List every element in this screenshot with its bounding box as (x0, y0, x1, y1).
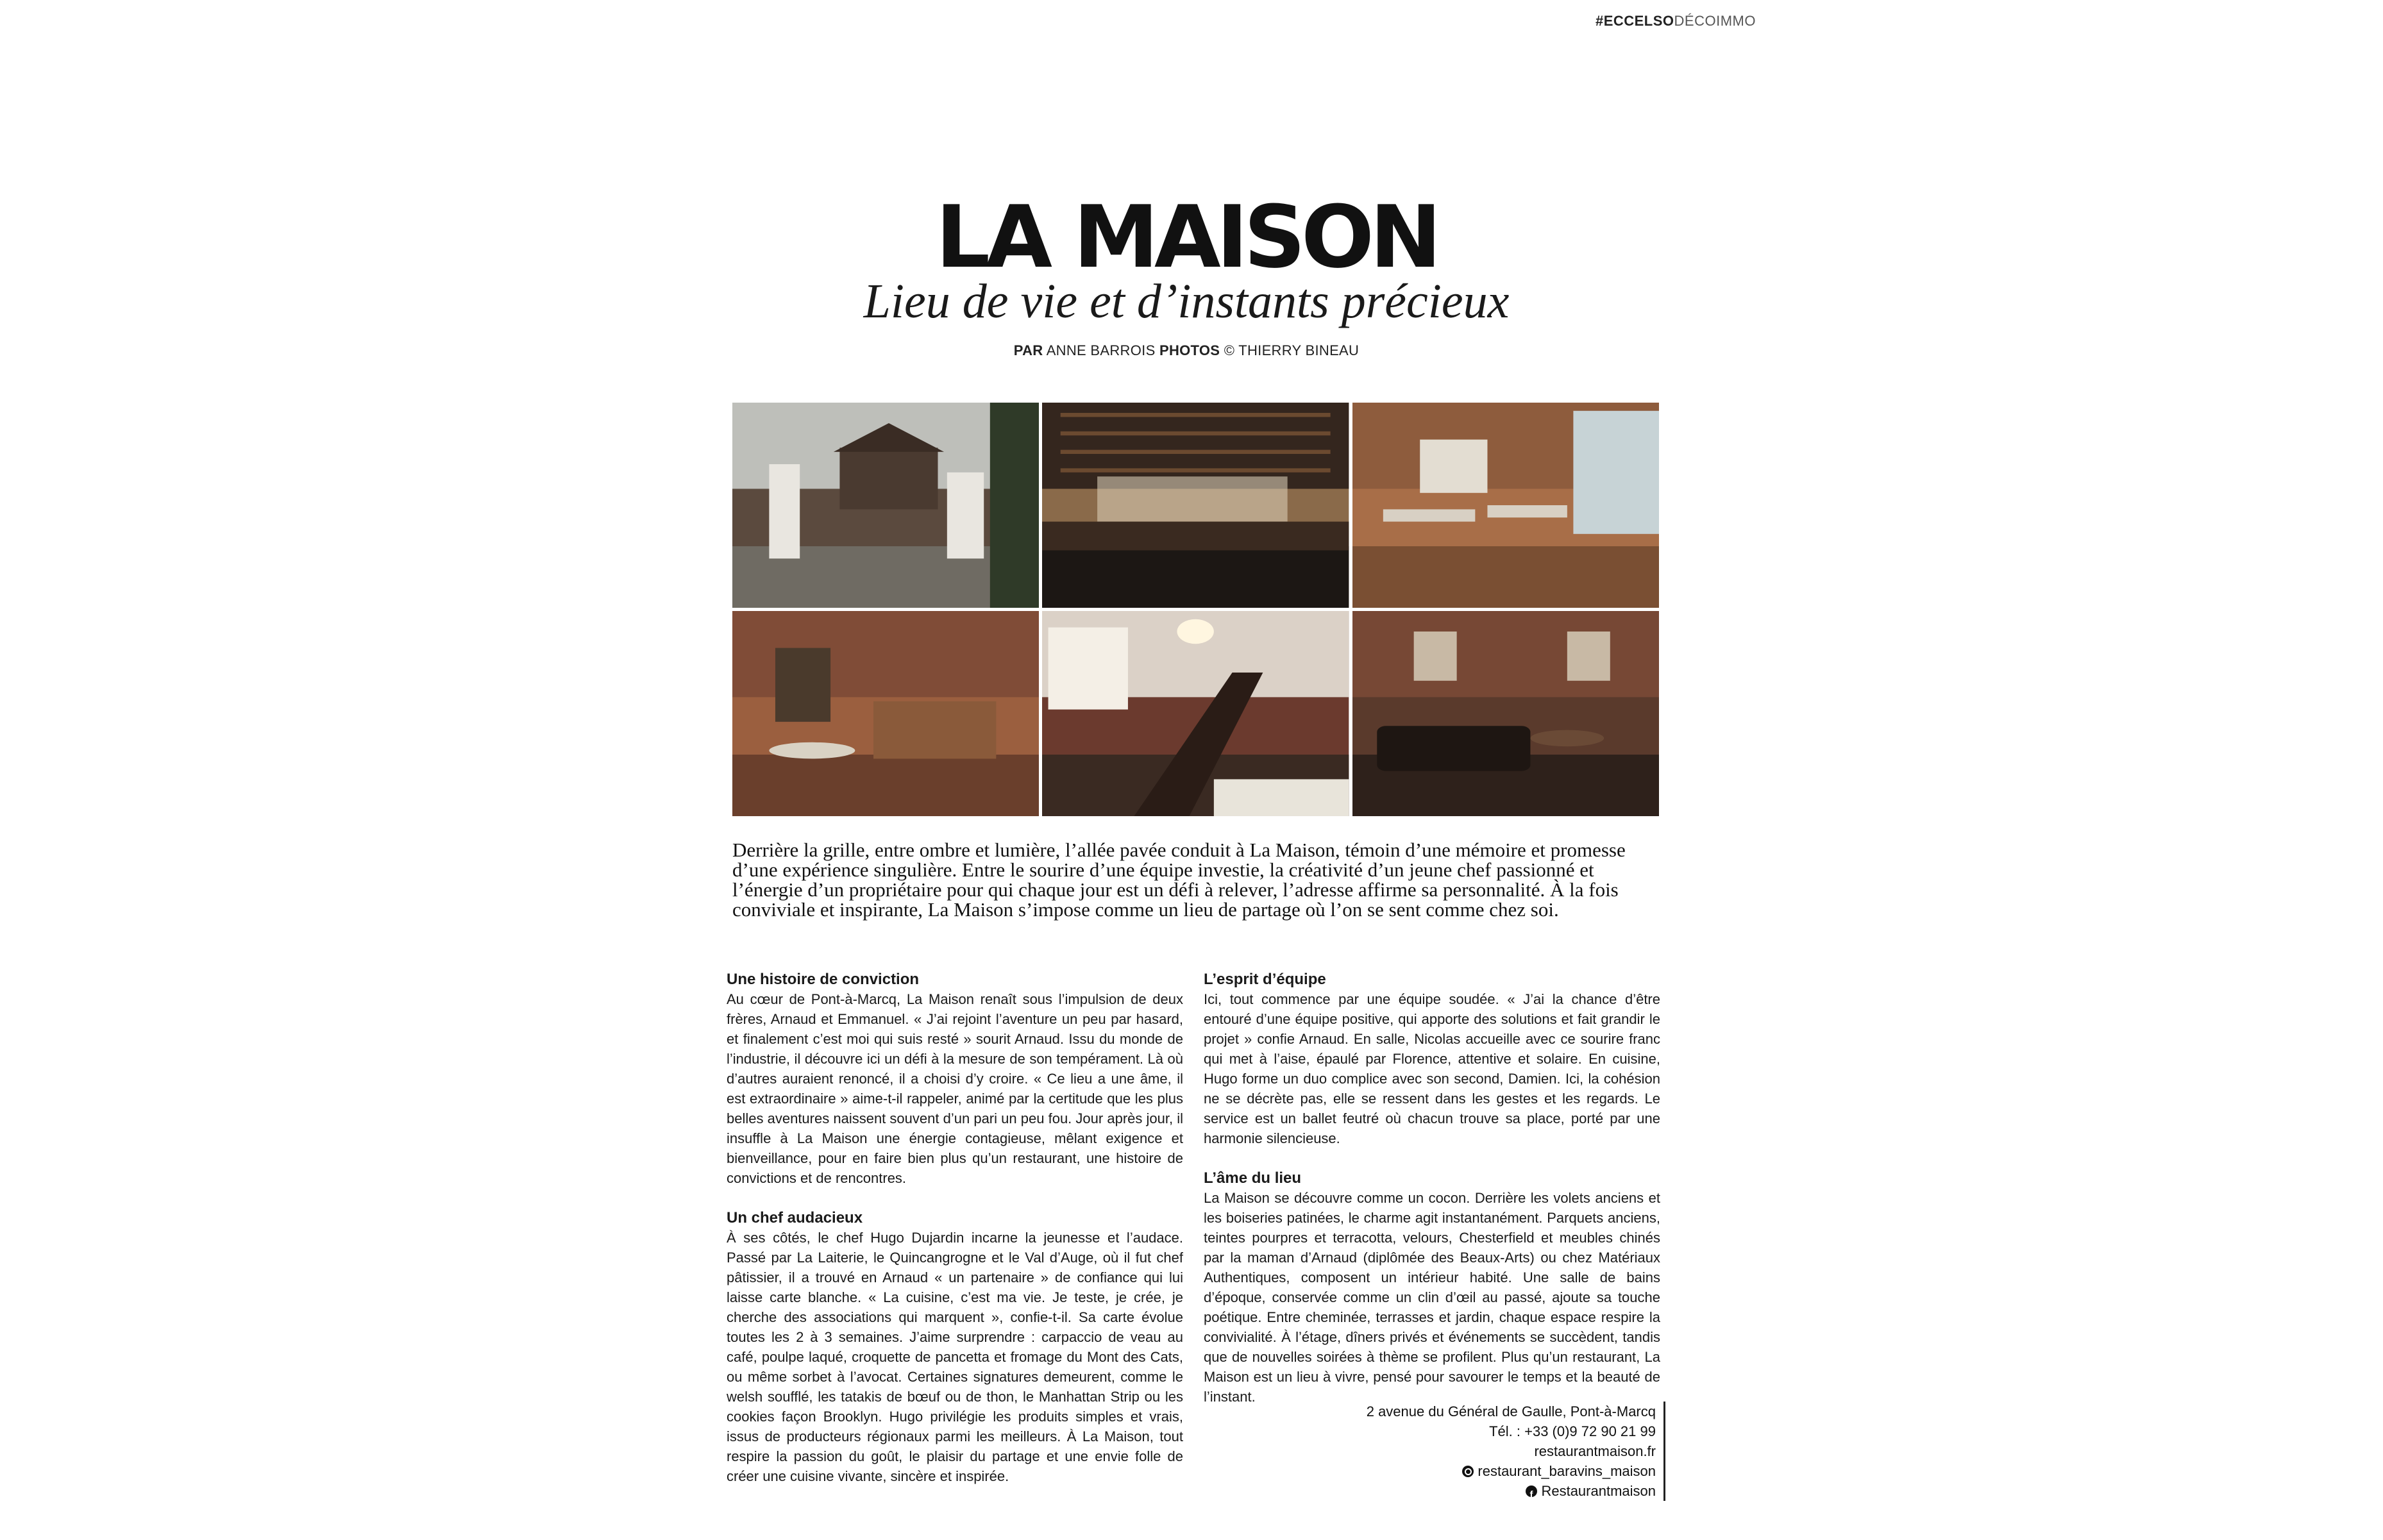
photo-lounge-chesterfield (1352, 611, 1659, 816)
contact-facebook-line[interactable] (1353, 1481, 1656, 1501)
contact-address: 2 avenue du Général de Gaulle, Pont-à-Marcq (1366, 1403, 1656, 1419)
contact-facebook: Restaurantmaison (1541, 1483, 1656, 1499)
section-body-chef: À ses côtés, le chef Hugo Dujardin incarne la jeunesse et l’audace. Passé par La Laiterie, le Quincangrogne et le Val d’Auge, où il fut chef pâtissier, il a trouvé en Arnaud « un partenaire » de confiance qui lui laisse carte blanche. « La cuisine, c’est ma vie. Je teste, je crée, je cherche des associations qui marquent », confie-t-il. Sa carte évolue toutes les 2 à 3 semaines. J’aime surprendre : carpaccio de veau au café, poulpe laqué, croquette de pancetta et fromage du Mont des Cats, ou même sorbet à l’avocat. Certaines signatures demeurent, comme le welsh soufflé, les tatakis de bœuf ou de thon, le Manhattan Strip ou les cookies façon Brooklyn. Hugo privilégie les produits simples et vrais, issus de producteurs régionaux parmi les meilleurs. À La Maison, tout respire la passion du goût, le plaisir du partage et une envie folle de créer une cuisine vivante, sincère et inspirée. (727, 1230, 1183, 1484)
byline (705, 342, 1667, 359)
photo-exterior-gate (732, 403, 1039, 608)
brand-bold: #ECCELSO (1595, 13, 1674, 29)
photo-bar-counter (732, 611, 1039, 816)
byline-photos-label: PHOTOS (1159, 342, 1220, 358)
photo-bar-team (1042, 403, 1349, 608)
article-lede: Derrière la grille, entre ombre et lumière, l’allée pavée conduit à La Maison, témoin d’une mémoire et promesse d’une expérience singulière. Entre le sourire d’une équipe investie, la créativité d’un jeune chef passionné et l’énergie d’un propriétaire pour qui chaque jour est un défi à relever, l’adresse affirme sa personnalité. À la fois conviviale et inspirante, La Maison s’impose comme un lieu de partage où l’on se sent comme chez soi. (732, 839, 1626, 921)
section-body-soul: La Maison se découvre comme un cocon. Derrière les volets anciens et les boiseries patinées, le charme agit instantanément. Parquets anciens, teintes pourpres et terracotta, velours, Chesterfield et meubles chinés par la maman d’Arnaud (diplômée des Beaux-Arts) ou chez Matériaux Authentiques, composent un intérieur habité. Une salle de bains d’époque, conservée comme un clin d’œil au passé, ajoute sa touche poétique. Entre cheminée, terrasses et jardin, chaque espace respire la convivialité. À l’étage, dîners privés et événements se succèdent, tandis que de nouvelles soirées à thème se profilent. Plus qu’un restaurant, La Maison est un lieu à vivre, pensé pour savourer le temps et la beauté de l’instant. (1204, 1190, 1660, 1405)
brand-light: DÉCOIMMO (1674, 13, 1756, 29)
photo-staircase (1042, 611, 1349, 816)
byline-par-label: PAR (1013, 342, 1043, 358)
photo-dining-fireplace (1352, 403, 1659, 608)
contact-instagram-line[interactable] (1353, 1461, 1656, 1481)
facebook-icon (1526, 1486, 1537, 1497)
contact-box (1353, 1402, 1665, 1501)
contact-phone: Tél. : +33 (0)9 72 90 21 99 (1489, 1423, 1656, 1439)
article-subtitle: Lieu de vie et d’instants précieux (863, 274, 1510, 328)
section-title-chef: Un chef audacieux (727, 1209, 863, 1226)
section-body-conviction: Au cœur de Pont-à-Marcq, La Maison renaît sous l’impulsion de deux frères, Arnaud et Emmanuel. « J’ai rejoint l’aventure un peu par hasard, et finalement c’est moi qui suis resté » sourit Arnaud. Issu du monde de l’industrie, il découvre ici un défi à la mesure de son tempérament. Là où d’autres auraient renoncé, il a choisi d’y croire. « Ce lieu a une âme, il est extraordinaire » aime-t-il rappeler, animé par la certitude que les plus belles aventures naissent souvent d’un pari un peu fou. Jour après jour, il insuffle à La Maison une énergie contagieuse, mêlant exigence et bienveillance, pour en faire bien plus qu’un restaurant, une histoire de convictions et de rencontres. (727, 991, 1183, 1186)
section-title-soul: L’âme du lieu (1204, 1169, 1302, 1187)
byline-author: ANNE BARROIS (1046, 342, 1156, 358)
contact-website[interactable]: restaurantmaison.fr (1534, 1443, 1656, 1459)
byline-photographer: © THIERRY BINEAU (1224, 342, 1360, 358)
instagram-icon (1462, 1466, 1474, 1477)
contact-instagram: restaurant_baravins_maison (1478, 1463, 1656, 1479)
section-title-conviction: Une histoire de conviction (727, 971, 920, 988)
magazine-brand (1576, 13, 1756, 29)
article-title: LA MAISON (935, 187, 1438, 287)
column-right (1204, 969, 1660, 1427)
column-left (727, 969, 1183, 1506)
photo-gallery (732, 403, 1659, 816)
section-title-team: L’esprit d’équipe (1204, 971, 1326, 988)
section-body-team: Ici, tout commence par une équipe soudée. « J’ai la chance d’être entouré d’une équipe positive, qui apporte des solutions et fait grandir le projet » confie Arnaud. En salle, Nicolas accueille avec ce sourire franc qui met à l’aise, épaulé par Florence, attentive et solaire. En cuisine, Hugo forme un duo complice avec son second, Damien. Ici, la cohésion ne se décrète pas, elle se ressent dans les gestes et les regards. Le service est un ballet feutré où chacun trouve sa place, porté par une harmonie silencieuse. (1204, 991, 1660, 1146)
